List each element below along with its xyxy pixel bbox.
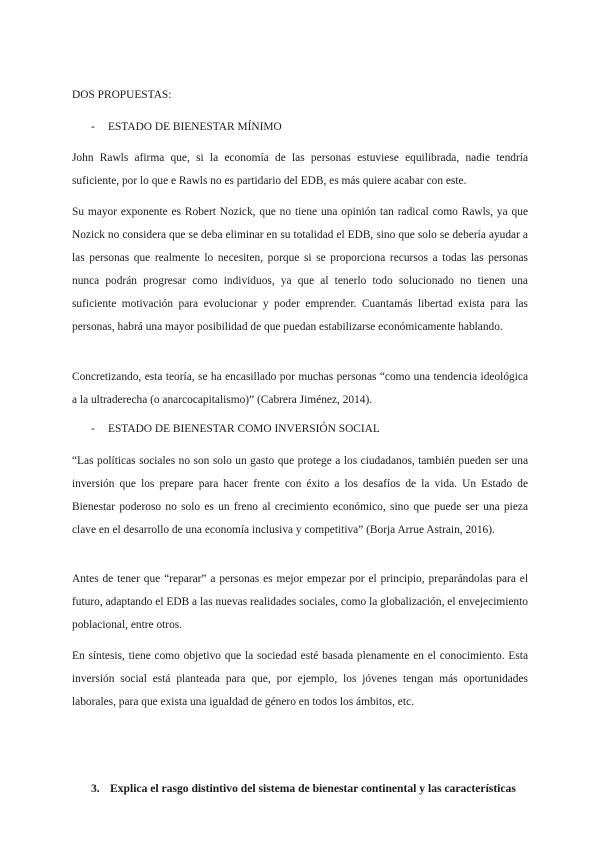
paragraph-nozick: Su mayor exponente es Robert Nozick, que no tiene una opinión tan radical como Rawls, ya que Nozick no considera que se deba eliminar en su totalidad el EDB, sino que solo se debería ayudar a las personas que realmente lo necesiten, porque si se proporciona recursos a todas las personas nunca podrán progresar como individuos, ya que al tenerlo todo solucionado no tienen una suficiente motivación para evolucionar y poder emprender. Cuantamás libertad exista para las personas, habrá una mayor posibilidad de que puedan estabilizarse económicamente hablando. xyxy=(72,206,528,333)
bullet-title: ESTADO DE BIENESTAR MÍNIMO xyxy=(108,121,282,133)
bullet-marker: - xyxy=(91,423,95,435)
question-text: Explica el rasgo distintivo del sistema de bienestar continental y las características xyxy=(110,782,516,795)
document-heading: DOS PROPUESTAS: xyxy=(72,89,172,101)
bullet-item-minimo xyxy=(91,116,282,139)
paragraph-reparar: Antes de tener que “reparar” a personas es mejor empezar por el principio, preparándolas para el futuro, adaptando el EDB a las nuevas realidades sociales, como la globalización, el envejecimiento poblacional, entre otros. xyxy=(72,573,528,631)
paragraph-quote-politicas: “Las políticas sociales no son solo un gasto que protege a los ciudadanos, también pueden ser una inversión que los prepare para hacer frente con éxito a los desafíos de la vida. Un Estado de Bienestar poderoso no solo es un freno al crecimiento económico, sino que puede ser una pieza clave en el desarrollo de una economía inclusiva y competitiva” (Borja Arrue Astrain, 2016). xyxy=(72,455,528,536)
bullet-marker: - xyxy=(91,121,95,133)
question-number: 3. xyxy=(91,782,100,795)
paragraph-sintesis: En síntesis, tiene como objetivo que la sociedad esté basada plenamente en el conocimiento. Esta inversión social está planteada para que, por ejemplo, los jóvenes tengan más oportunidades laborales, para que exista una igualdad de género en todos los ámbitos, etc. xyxy=(72,650,528,708)
paragraph-rawls: John Rawls afirma que, si la economía de las personas estuviese equilibrada, nadie tendría suficiente, por lo que e Rawls no es partidario del EDB, es más quiere acabar con este. xyxy=(72,152,528,187)
paragraph-concretizando: Concretizando, esta teoría, se ha encasillado por muchas personas “como una tendencia ideológica a la ultraderecha (o anarcocapitalismo)” (Cabrera Jiménez, 2014). xyxy=(72,371,528,406)
question-heading xyxy=(91,777,531,800)
bullet-item-inversion xyxy=(91,418,380,441)
bullet-title: ESTADO DE BIENESTAR COMO INVERSIÓN SOCIAL xyxy=(108,423,380,435)
